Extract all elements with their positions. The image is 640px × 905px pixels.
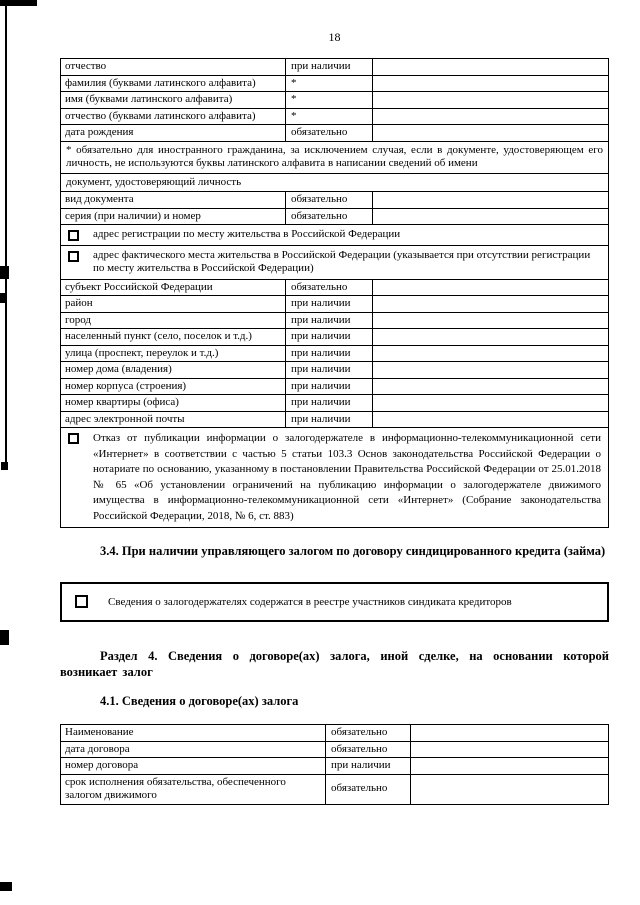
footnote-row: [61, 141, 609, 173]
field-label: срок исполнения обязательства, обеспеченного залогом движимого: [61, 774, 326, 804]
field-requirement: при наличии: [286, 296, 373, 313]
field-requirement: при наличии: [286, 378, 373, 395]
checkbox-cell: [61, 428, 609, 528]
field-label: адрес электронной почты: [61, 411, 286, 428]
section-3-4-heading: 3.4. При наличии управляющего залогом по договору синдицированного кредита (займа): [100, 544, 606, 558]
field-value-cell: [411, 774, 609, 804]
field-value-cell: [373, 192, 609, 209]
field-label: номер корпуса (строения): [61, 378, 286, 395]
table-row: [61, 108, 609, 125]
field-requirement: *: [286, 108, 373, 125]
field-value-cell: [373, 362, 609, 379]
field-value-cell: [411, 725, 609, 742]
checkbox-publication-refusal[interactable]: [68, 433, 79, 444]
field-requirement: обязательно: [286, 279, 373, 296]
field-requirement: обязательно: [286, 208, 373, 225]
field-requirement: при наличии: [326, 758, 411, 775]
field-label: дата рождения: [61, 125, 286, 142]
page-number: 18: [328, 30, 341, 44]
table-row: [61, 208, 609, 225]
field-requirement: при наличии: [286, 395, 373, 412]
section-4-1-subheading: 4.1. Сведения о договоре(ах) залога: [100, 693, 299, 708]
table-row: [61, 725, 609, 742]
field-value-cell: [373, 395, 609, 412]
field-label: вид документа: [61, 192, 286, 209]
table-row: [61, 192, 609, 209]
checkbox-registration-address[interactable]: [68, 230, 79, 241]
field-label: серия (при наличии) и номер: [61, 208, 286, 225]
field-label: фамилия (буквами латинского алфавита): [61, 75, 286, 92]
field-label: номер договора: [61, 758, 326, 775]
field-value-cell: [411, 758, 609, 775]
field-value-cell: [373, 108, 609, 125]
scan-artifact: [1, 462, 8, 470]
table-row: [61, 125, 609, 142]
field-requirement: при наличии: [286, 329, 373, 346]
table-row: [61, 345, 609, 362]
scan-artifact: [0, 0, 37, 6]
field-requirement: при наличии: [286, 312, 373, 329]
field-requirement: обязательно: [326, 741, 411, 758]
field-label: район: [61, 296, 286, 313]
table-row: [61, 329, 609, 346]
footnote-text: * обязательно для иностранного гражданина, за исключением случая, если в документе, удостоверяющем его личность, не используются буквы латинского алфавита в написании сведений об имени: [61, 141, 609, 173]
field-requirement: обязательно: [326, 725, 411, 742]
field-requirement: обязательно: [286, 192, 373, 209]
publication-refusal-text: Отказ от публикации информации о залогодержателе в информационно-телекоммуникационной сети «Интернет» в соответствии с частью 5 статьи 103.3 Основ законодательства Российской Федерации о нотариате по основанию, указанному в постановлении Правительства Российской Федерации от 25.01.2018 № 65 «Об установлении ограничений на публикацию информации о залогодержателе движимого имущества в информационно-телекоммуникационной сети «Интернет» (Собрание законодательства Российской Федерации, 2018, № 6, ст. 883): [93, 432, 601, 522]
table-row: [61, 411, 609, 428]
field-label: населенный пункт (село, поселок и т.д.): [61, 329, 286, 346]
section-subheader-row: [61, 173, 609, 192]
field-value-cell: [373, 279, 609, 296]
field-value-cell: [373, 329, 609, 346]
pledgor-details-table: [60, 58, 609, 528]
field-value-cell: [373, 378, 609, 395]
field-value-cell: [373, 296, 609, 313]
field-value-cell: [373, 208, 609, 225]
field-requirement: обязательно: [326, 774, 411, 804]
field-label: номер квартиры (офиса): [61, 395, 286, 412]
field-label: отчество: [61, 59, 286, 76]
field-label: город: [61, 312, 286, 329]
scan-artifact: [5, 5, 7, 467]
table-row: [61, 378, 609, 395]
checkbox-cell: [61, 225, 609, 246]
field-label: отчество (буквами латинского алфавита): [61, 108, 286, 125]
table-row: [61, 774, 609, 804]
table-row: [61, 312, 609, 329]
field-requirement: при наличии: [286, 345, 373, 362]
scan-artifact: [0, 293, 7, 303]
checkbox-label: адрес фактического места жительства в Российской Федерации (указывается при отсутствии регистрации по месту жительства в Российской Федерации): [93, 248, 591, 274]
field-label: имя (буквами латинского алфавита): [61, 92, 286, 109]
field-requirement: *: [286, 92, 373, 109]
table-row: [61, 296, 609, 313]
table-row: [61, 279, 609, 296]
table-row: [61, 395, 609, 412]
checkbox-syndicate-register[interactable]: [75, 595, 88, 608]
field-value-cell: [373, 59, 609, 76]
field-requirement: при наличии: [286, 59, 373, 76]
field-value-cell: [373, 411, 609, 428]
checkbox-row: [61, 428, 609, 528]
field-value-cell: [373, 345, 609, 362]
scan-artifact: [0, 630, 9, 645]
field-requirement: *: [286, 75, 373, 92]
field-requirement: при наличии: [286, 362, 373, 379]
checkbox-actual-address[interactable]: [68, 251, 79, 262]
pledge-agreement-table: [60, 724, 609, 805]
table-row: [61, 75, 609, 92]
table-row: [61, 92, 609, 109]
checkbox-row: [61, 245, 609, 279]
checkbox-cell: [61, 245, 609, 279]
field-label: субъект Российской Федерации: [61, 279, 286, 296]
field-label: номер дома (владения): [61, 362, 286, 379]
checkbox-label: адрес регистрации по месту жительства в Российской Федерации: [93, 228, 401, 240]
field-value-cell: [373, 92, 609, 109]
field-value-cell: [373, 125, 609, 142]
checkbox-row: [61, 225, 609, 246]
syndicate-option-box: [60, 582, 609, 622]
table-row: [61, 741, 609, 758]
field-label: Наименование: [61, 725, 326, 742]
scan-artifact: [0, 266, 9, 279]
field-requirement: обязательно: [286, 125, 373, 142]
table-row: [61, 758, 609, 775]
field-label: дата договора: [61, 741, 326, 758]
scan-artifact: [0, 882, 12, 891]
table-row: [61, 362, 609, 379]
field-label: улица (проспект, переулок и т.д.): [61, 345, 286, 362]
table-row: [61, 59, 609, 76]
field-value-cell: [411, 741, 609, 758]
field-requirement: при наличии: [286, 411, 373, 428]
field-value-cell: [373, 312, 609, 329]
syndicate-option-label: Сведения о залогодержателях содержатся в реестре участников синдиката кредиторов: [108, 595, 512, 608]
field-value-cell: [373, 75, 609, 92]
section-4-heading: Раздел 4. Сведения о договоре(ах) залога, иной сделке, на основании которой возникает залог: [60, 648, 609, 679]
identity-document-header: документ, удостоверяющий личность: [61, 173, 609, 192]
